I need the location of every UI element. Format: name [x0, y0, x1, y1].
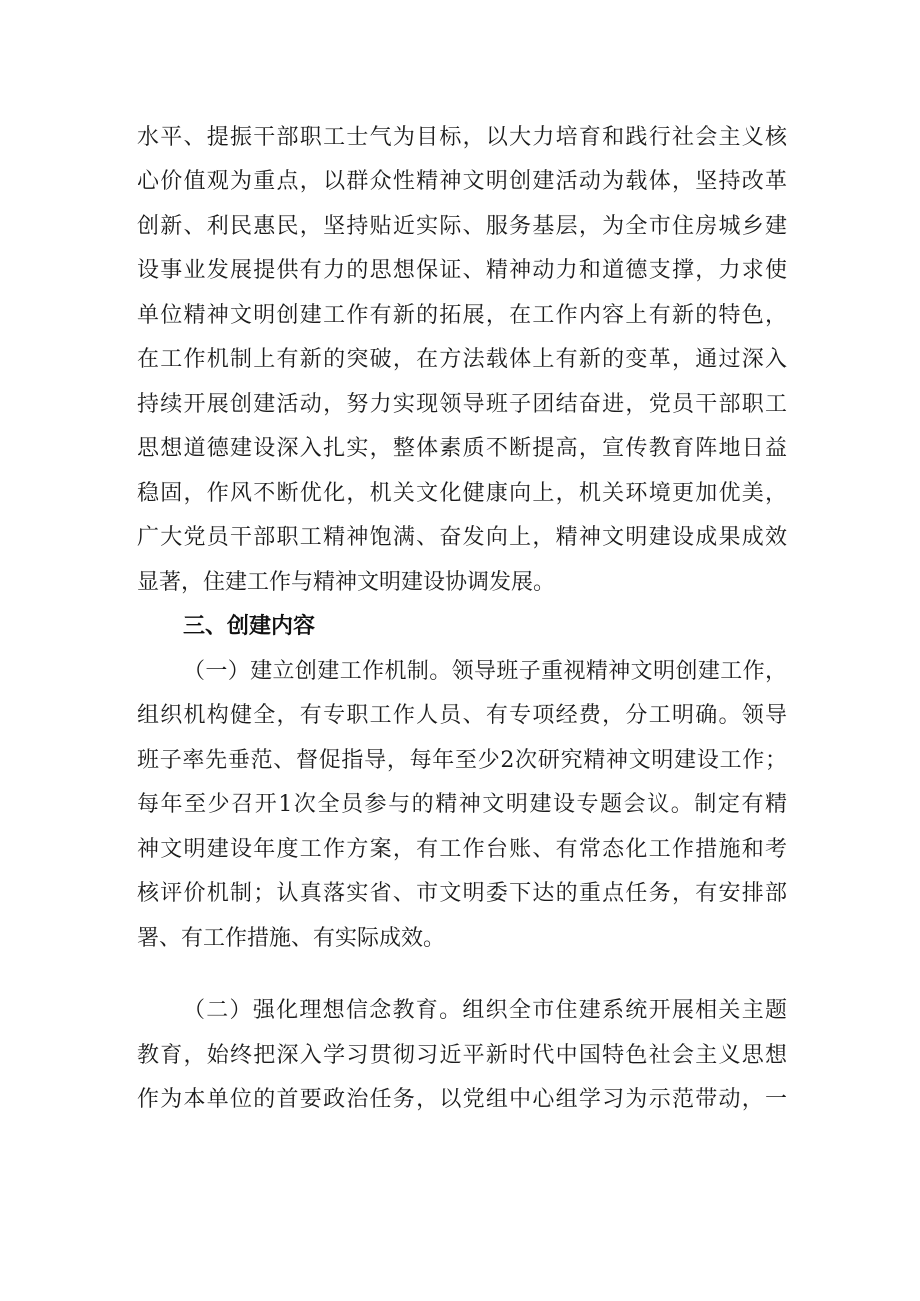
paragraph-line: 水平、提振干部职工士气为目标，以大力培育和践行社会主义核	[137, 125, 787, 150]
item-1-line: 组织机构健全，有专职工作人员、有专项经费，分工明确。领导	[137, 703, 787, 728]
paragraph-line: 心价值观为重点，以群众性精神文明创建活动为载体，坚持改革	[137, 169, 787, 194]
item-1-line: （一）建立创建工作机制。领导班子重视精神文明创建工作，	[183, 659, 787, 684]
section-heading: 三、创建内容	[183, 614, 316, 639]
paragraph-line: 广大党员干部职工精神饱满、奋发向上，精神文明建设成果成效	[137, 525, 787, 550]
item-1-line: 核评价机制；认真落实省、市文明委下达的重点任务，有安排部	[137, 881, 787, 906]
item-2-line: 教育，始终把深入学习贯彻习近平新时代中国特色社会主义思想	[137, 1043, 787, 1068]
paragraph-line: 思想道德建设深入扎实，整体素质不断提高，宣传教育阵地日益	[137, 436, 787, 461]
item-1-line: 署、有工作措施、有实际成效。	[137, 926, 446, 951]
paragraph-line: 在工作机制上有新的突破，在方法载体上有新的变革，通过深入	[137, 347, 787, 372]
item-1-line: 每年至少召开1次全员参与的精神文明建设专题会议。制定有精	[137, 792, 787, 817]
item-2-line: （二）强化理想信念教育。组织全市住建系统开展相关主题	[183, 998, 787, 1023]
paragraph-line: 持续开展创建活动，努力实现领导班子团结奋进，党员干部职工	[137, 392, 787, 417]
paragraph-line: 创新、利民惠民，坚持贴近实际、服务基层，为全市住房城乡建	[137, 214, 787, 239]
paragraph-line: 稳固，作风不断优化，机关文化健康向上，机关环境更加优美，	[137, 481, 787, 506]
paragraph-line: 单位精神文明创建工作有新的拓展，在工作内容上有新的特色，	[137, 303, 787, 328]
paragraph-line: 显著，住建工作与精神文明建设协调发展。	[137, 570, 556, 595]
item-1-line: 神文明建设年度工作方案，有工作台账、有常态化工作措施和考	[137, 837, 787, 862]
item-1-line: 班子率先垂范、督促指导，每年至少2次研究精神文明建设工作；	[137, 748, 787, 773]
paragraph-line: 设事业发展提供有力的思想保证、精神动力和道德支撑，力求使	[137, 258, 787, 283]
item-2-line: 作为本单位的首要政治任务，以党组中心组学习为示范带动，一	[137, 1087, 787, 1112]
